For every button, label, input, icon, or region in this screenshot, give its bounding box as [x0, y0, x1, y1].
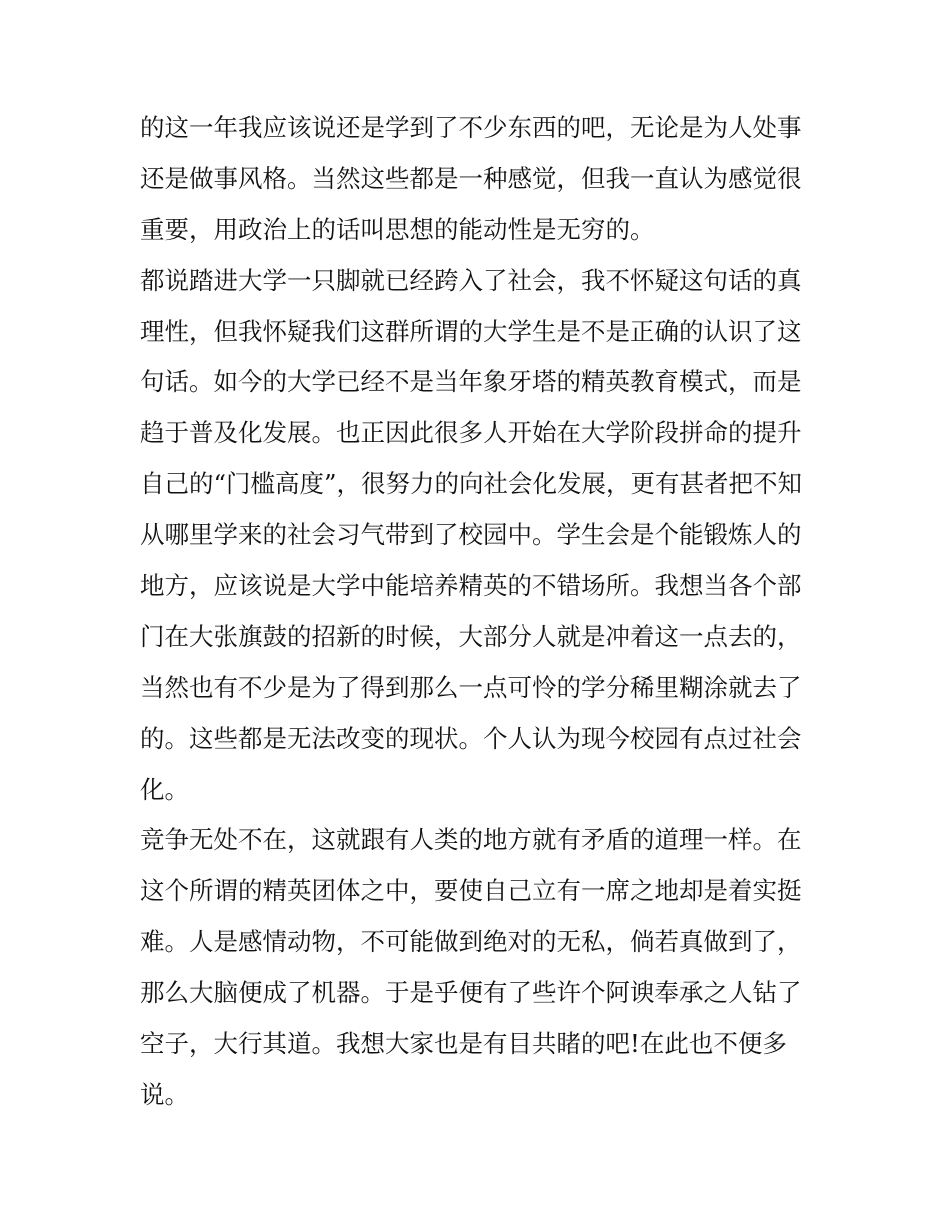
- text-line: 句话。如今的大学已经不是当年象牙塔的精英教育模式，而是: [140, 367, 802, 397]
- text-line: 还是做事风格。当然这些都是一种感觉，但我一直认为感觉很: [140, 163, 802, 193]
- text-line: 的。这些都是无法改变的现状。个人认为现今校园有点过社会: [140, 723, 802, 753]
- text-line: 化。: [140, 774, 189, 804]
- document-body: [140, 103, 820, 1121]
- text-line: 竞争无处不在，这就跟有人类的地方就有矛盾的道理一样。在: [140, 825, 802, 855]
- text-line: 这个所谓的精英团体之中，要使自己立有一席之地却是着实挺: [140, 876, 802, 906]
- text-line: 理性，但我怀疑我们这群所谓的大学生是不是正确的认识了这: [140, 316, 802, 346]
- text-line: 重要，用政治上的话叫思想的能动性是无穷的。: [140, 214, 655, 244]
- text-line: 难。人是感情动物，不可能做到绝对的无私，倘若真做到了，: [140, 927, 802, 957]
- text-line: 趋于普及化发展。也正因此很多人开始在大学阶段拼命的提升: [140, 418, 802, 448]
- text-line: 自己的“门槛高度”，很努力的向社会化发展，更有甚者把不知: [140, 469, 803, 499]
- text-line: 说。: [140, 1079, 189, 1109]
- text-line: 从哪里学来的社会习气带到了校园中。学生会是个能锻炼人的: [140, 520, 802, 550]
- text-line: 当然也有不少是为了得到那么一点可怜的学分稀里糊涂就去了: [140, 672, 802, 702]
- text-line: 的这一年我应该说还是学到了不少东西的吧，无论是为人处事: [140, 113, 802, 142]
- text-line: 地方，应该说是大学中能培养精英的不错场所。我想当各个部: [140, 571, 802, 601]
- text-line: 那么大脑便成了机器。于是乎便有了些许个阿谀奉承之人钻了: [140, 978, 802, 1008]
- text-line: 门在大张旗鼓的招新的时候，大部分人就是冲着这一点去的，: [140, 621, 802, 651]
- text-line: 都说踏进大学一只脚就已经跨入了社会，我不怀疑这句话的真: [140, 265, 802, 295]
- text-line: 空子，大行其道。我想大家也是有目共睹的吧!在此也不便多: [140, 1029, 787, 1059]
